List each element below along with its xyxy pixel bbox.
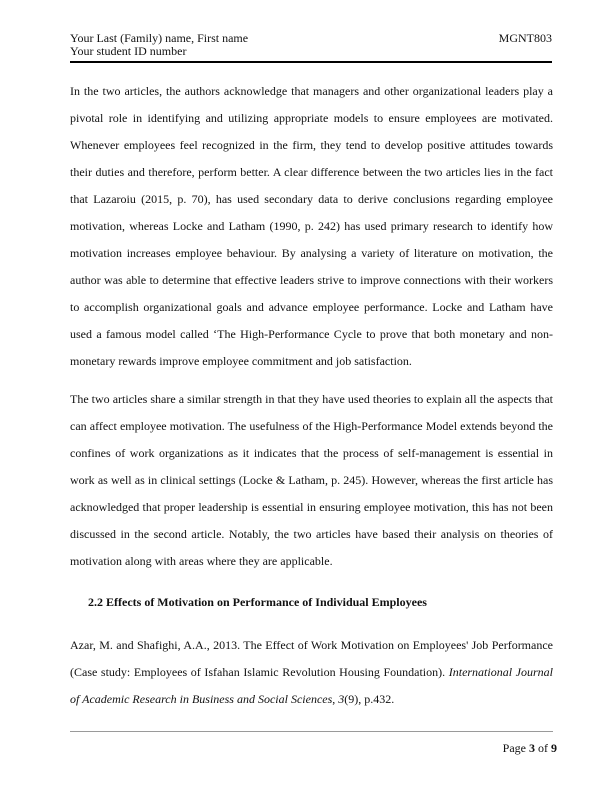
body-paragraph-2: The two articles share a similar strength in that they have used theories to explain all the aspects that can affect employee motivation. The usefulness of the High-Performance Model extends beyond the confines of work organizations as it indicates that the process of self-management is essential in work as well as in clinical settings (Locke & Latham, p. 245). However, whereas the first article has acknowledged that proper leadership is essential in ensuring employee motivation, this has not been discussed in the second article. Notably, the two articles have based their analysis on theories of motivation along with areas where they are applicable. <box>70 392 553 568</box>
section-heading: 2.2 Effects of Motivation on Performance of Individual Employees <box>88 595 427 609</box>
citation-volume: 3 <box>338 692 345 706</box>
citation-text-2: , <box>332 692 339 706</box>
citation-text-3: (9), p.432. <box>344 692 395 706</box>
course-code: MGNT803 <box>498 31 552 45</box>
page-number-total: 9 <box>551 741 557 755</box>
student-id-placeholder: Your student ID number <box>70 44 187 58</box>
page-label-prefix: Page <box>502 741 529 755</box>
citation-text-1: Azar, M. and Shafighi, A.A., 2013. The Effect of Work Motivation on Employees' Job Performance (Case study: Employees of Isfahan Islamic Revolution Housing Foundation). <box>70 638 553 679</box>
page-number-label <box>503 741 557 755</box>
student-name-placeholder: Your Last (Family) name, First name <box>70 31 249 45</box>
footer-rule <box>70 731 553 732</box>
citation-journal-title: International Journal of Academic Research in Business and Social Sciences <box>70 665 553 706</box>
page-number-current: 3 <box>529 741 535 755</box>
reference-citation <box>70 632 553 713</box>
header-row-2 <box>70 45 552 58</box>
page-header <box>70 32 552 63</box>
body-paragraph-1: In the two articles, the authors acknowledge that managers and other organizational leaders play a pivotal role in identifying and utilizing appropriate models to ensure employees are motivated. Whenever employees feel recognized in the firm, they tend to develop positive attitudes towards their duties and therefore, perform better. A clear difference between the two articles lies in the fact that Lazaroiu (2015, p. 70), has used secondary data to derive conclusions regarding employee motivation, whereas Locke and Latham (1990, p. 242) has used primary research to identify how motivation increases employee behaviour. By analysing a variety of literature on motivation, the author was able to determine that effective leaders strive to improve connections with their workers to accomplish organizational goals and advance employee performance. Locke and Latham have used a famous model called ‘The High-Performance Cycle to prove that both monetary and non-monetary rewards improve employee commitment and job satisfaction. <box>70 84 553 368</box>
page-label-of: of <box>535 741 551 755</box>
document-body <box>70 78 553 724</box>
